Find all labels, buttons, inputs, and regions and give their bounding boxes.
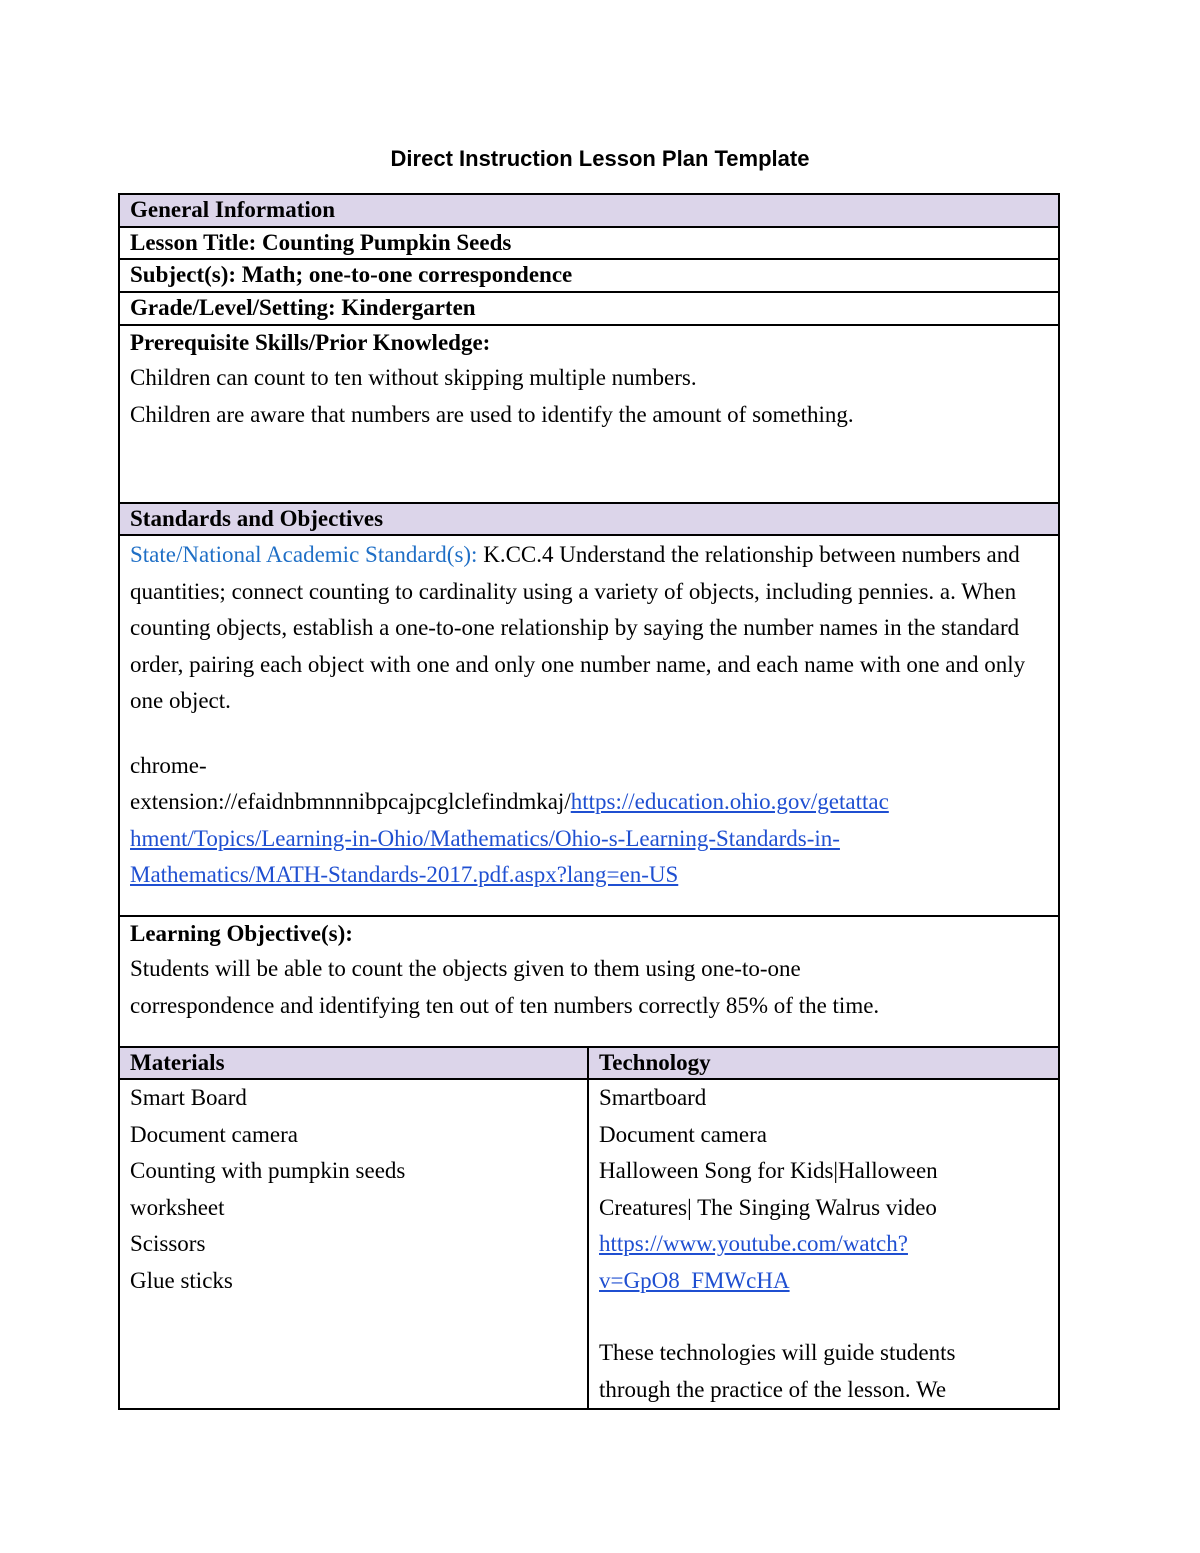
learning-objective-line: Students will be able to count the objects given to them using one-to-one: [130, 956, 801, 981]
extension-id: extension://efaidnbmnnnibpcajpcglclefindmkaj/: [130, 789, 571, 814]
standards-cell: [119, 535, 1059, 916]
standard-label: State/National Academic Standard(s):: [130, 542, 478, 567]
materials-item: Scissors: [130, 1231, 206, 1256]
youtube-link[interactable]: https://www.youtube.com/watch?: [599, 1231, 908, 1256]
subjects-row: Subject(s): Math; one-to-one correspondence: [119, 259, 1059, 292]
materials-item: Document camera: [130, 1121, 298, 1147]
ohio-standards-link-end[interactable]: Mathematics/MATH-Standards-2017.pdf.aspx?lang=en-US: [130, 862, 679, 887]
prerequisite-cell: [119, 325, 1059, 503]
lesson-title-row: Lesson Title: Counting Pumpkin Seeds: [119, 227, 1059, 259]
technology-item: Smartboard: [599, 1085, 707, 1110]
prerequisite-line: Children can count to ten without skipping multiple numbers.: [130, 365, 697, 390]
extension-prefix: chrome-: [130, 752, 207, 778]
materials-item: Smart Board: [130, 1085, 247, 1110]
prerequisite-line: Children are aware that numbers are used to identify the amount of something.: [130, 401, 854, 427]
technology-note-line: through the practice of the lesson. We: [599, 1376, 947, 1402]
materials-item: Counting with pumpkin seeds: [130, 1158, 406, 1183]
materials-item: Glue sticks: [130, 1267, 233, 1293]
technology-item: Creatures| The Singing Walrus video: [599, 1194, 937, 1220]
technology-cell: [588, 1079, 1059, 1409]
ohio-standards-link-continued[interactable]: hment/Topics/Learning-in-Ohio/Mathematics/Ohio-s-Learning-Standards-in-: [130, 825, 840, 851]
prerequisite-label: Prerequisite Skills/Prior Knowledge:: [130, 330, 491, 355]
lesson-plan-table: [118, 193, 1060, 1410]
materials-cell: [119, 1079, 588, 1409]
learning-objective-line: correspondence and identifying ten out of ten numbers correctly 85% of the time.: [130, 992, 880, 1018]
technology-note-line: These technologies will guide students: [599, 1340, 956, 1365]
learning-objective-label: Learning Objective(s):: [130, 921, 353, 946]
technology-item: Document camera: [599, 1121, 767, 1147]
materials-item: worksheet: [130, 1194, 225, 1220]
technology-item: Halloween Song for Kids|Halloween: [599, 1158, 938, 1183]
youtube-link-continued[interactable]: v=GpO8_FMWcHA: [599, 1267, 790, 1293]
ohio-standards-link[interactable]: https://education.ohio.gov/getattac: [570, 789, 889, 814]
learning-objective-cell: [119, 916, 1059, 1047]
technology-header: Technology: [588, 1047, 1059, 1079]
standard-text: K.CC.4 Understand the relationship between numbers and quantities; connect counting to cardinality using a variety of objects, including pennies. a. When counting objects, establish a one-to-one relationship by saying the number names in the standard order, pairing each object with one and only one number name, and each name with one and only one object.: [130, 542, 1026, 713]
materials-header: Materials: [119, 1047, 588, 1079]
general-information-header: General Information: [119, 194, 1059, 227]
document-title: Direct Instruction Lesson Plan Template: [390, 146, 810, 171]
grade-level-row: Grade/Level/Setting: Kindergarten: [119, 292, 1059, 325]
standards-objectives-header: Standards and Objectives: [119, 503, 1059, 535]
